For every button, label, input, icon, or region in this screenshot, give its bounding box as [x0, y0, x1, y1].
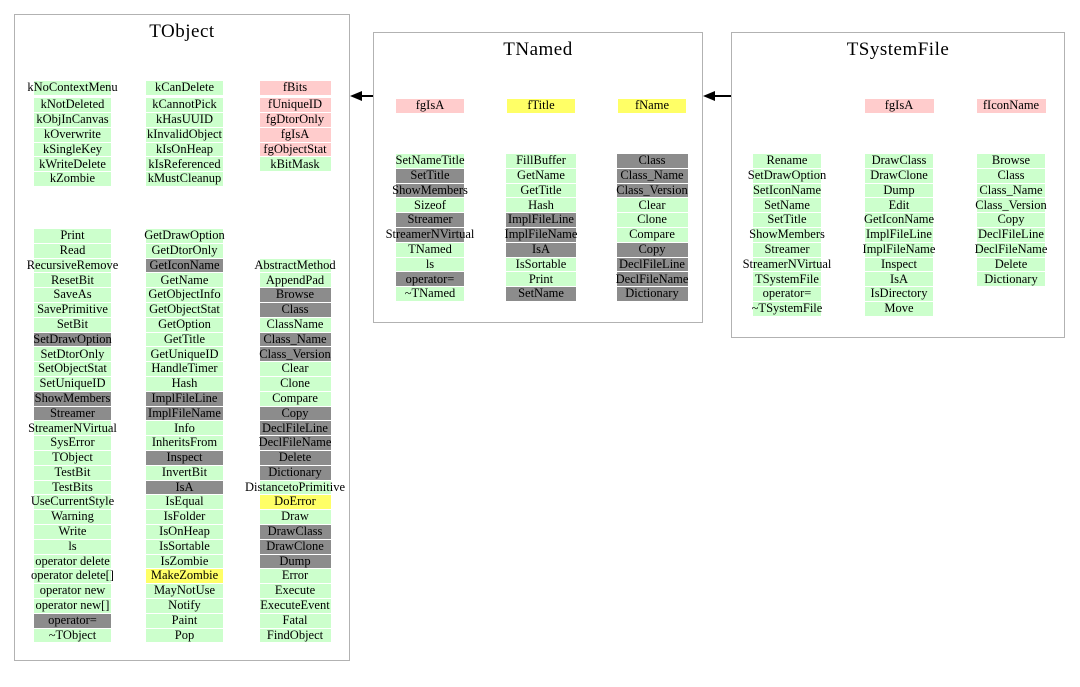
member-cell: fName — [618, 99, 686, 113]
method-cell: DeclFileLine — [260, 421, 331, 435]
method-cell: Compare — [617, 228, 688, 242]
class-box-tsystemfile — [731, 32, 1065, 338]
member-column — [396, 99, 464, 114]
method-cell: Notify — [146, 599, 223, 613]
method-cell: ShowMembers — [749, 227, 825, 242]
method-cell: Pop — [146, 629, 223, 643]
method-cell: DrawClone — [260, 540, 331, 554]
method-cell: SetIconName — [752, 182, 822, 197]
member-cell: fUniqueID — [260, 98, 331, 112]
member-cell: fgIsA — [396, 99, 464, 113]
method-cell: Write — [34, 525, 111, 539]
method-cell: Clone — [260, 377, 331, 391]
method-column — [974, 153, 1048, 287]
member-cell: kCanDelete — [146, 81, 223, 95]
member-cell: kMustCleanup — [147, 171, 222, 186]
method-cell: ExecuteEvent — [260, 598, 330, 613]
method-cell: Inspect — [865, 258, 933, 272]
method-cell: SetTitle — [753, 213, 821, 227]
method-cell: Class_Version — [975, 197, 1047, 212]
method-cell: Clear — [260, 362, 331, 376]
method-cell: TNamed — [396, 243, 464, 257]
method-cell: ShowMembers — [34, 390, 111, 405]
method-cell: Hash — [146, 377, 223, 391]
method-cell: UseCurrentStyle — [30, 494, 115, 509]
method-cell: Class_Version — [616, 182, 688, 197]
class-box-tobject — [14, 14, 350, 661]
method-cell: Dump — [865, 184, 933, 198]
method-cell: Edit — [865, 198, 933, 212]
method-cell: ShowMembers — [392, 182, 468, 197]
method-cell: Class_Name — [260, 333, 331, 347]
class-title: TSystemFile — [846, 39, 950, 60]
method-cell: SetDtorOnly — [34, 347, 111, 361]
member-cell: fIconName — [977, 99, 1046, 113]
method-column — [742, 153, 832, 317]
method-cell: operator delete — [35, 553, 110, 568]
method-cell: operator= — [753, 287, 821, 301]
member-cell: fgIsA — [865, 99, 934, 113]
method-cell: GetIconName — [863, 212, 935, 227]
arrow-line — [713, 95, 731, 97]
method-cell: Class_Version — [259, 346, 331, 361]
method-cell: SetTitle — [396, 169, 464, 183]
method-cell: GetUniqueID — [146, 347, 223, 361]
method-cell: SetUniqueID — [34, 377, 111, 391]
method-cell: IsFolder — [146, 510, 223, 524]
member-column — [977, 99, 1046, 114]
method-cell: Error — [260, 569, 331, 583]
method-cell: Clone — [617, 213, 688, 227]
method-cell: Read — [34, 244, 111, 258]
method-cell: DrawClass — [865, 154, 933, 168]
method-cell: Dictionary — [617, 287, 688, 301]
method-cell: ~TObject — [34, 629, 111, 643]
member-cell: fTitle — [507, 99, 575, 113]
member-cell: kHasUUID — [146, 113, 223, 127]
method-cell: IsSortable — [146, 540, 223, 554]
method-cell: Dictionary — [977, 272, 1045, 286]
method-cell: StreamerNVirtual — [385, 227, 475, 242]
method-cell: ls — [34, 540, 111, 554]
method-cell: GetName — [506, 169, 576, 183]
member-cell: fBits — [260, 81, 331, 95]
method-cell: ResetBit — [34, 273, 111, 287]
method-cell: Streamer — [396, 213, 464, 227]
method-cell: Clear — [617, 198, 688, 212]
method-cell: SetBit — [34, 318, 111, 332]
method-cell: Class — [617, 154, 688, 168]
member-column — [146, 81, 223, 187]
method-cell: IsSortable — [506, 258, 576, 272]
method-cell: ImplFileName — [504, 227, 578, 242]
method-cell: Execute — [260, 584, 331, 598]
method-cell: operator new — [34, 584, 111, 598]
method-column — [617, 154, 688, 302]
method-cell: DeclFileName — [258, 435, 332, 450]
method-cell: ls — [396, 258, 464, 272]
method-cell: ClassName — [260, 318, 331, 332]
method-cell: TestBit — [34, 466, 111, 480]
method-cell: SetName — [753, 198, 821, 212]
method-cell: ImplFileLine — [866, 227, 932, 242]
method-cell: GetDrawOption — [144, 228, 225, 243]
method-cell: SetDrawOption — [747, 167, 827, 182]
method-cell: SetNameTitle — [395, 153, 465, 168]
method-cell: Inspect — [146, 451, 223, 465]
method-cell: Copy — [617, 243, 688, 257]
method-cell: AbstractMethod — [254, 257, 336, 272]
method-cell: GetDtorOnly — [146, 244, 223, 258]
method-cell: Class_Name — [977, 184, 1045, 198]
member-column — [865, 99, 934, 114]
method-cell: SetObjectStat — [34, 362, 111, 376]
class-title: TObject — [149, 21, 215, 42]
method-cell: MayNotUse — [146, 584, 223, 598]
method-cell: MakeZombie — [146, 569, 223, 583]
method-cell: Hash — [506, 198, 576, 212]
method-column — [146, 229, 223, 643]
method-cell: Compare — [260, 392, 331, 406]
method-cell: SysError — [34, 436, 111, 450]
method-column — [245, 257, 345, 644]
method-cell: operator= — [34, 614, 111, 628]
method-cell: TestBits — [34, 481, 111, 495]
method-cell: IsZombie — [146, 555, 223, 569]
method-column — [506, 154, 576, 302]
method-cell: IsEqual — [146, 495, 223, 509]
method-cell: GetIconName — [146, 259, 223, 273]
member-cell: kWriteDelete — [34, 157, 111, 171]
member-cell: fgIsA — [260, 128, 331, 142]
member-cell: kZombie — [34, 172, 111, 186]
method-cell: TObject — [34, 451, 111, 465]
member-column — [618, 99, 686, 114]
member-cell: kObjInCanvas — [34, 113, 111, 127]
method-cell: GetTitle — [146, 333, 223, 347]
method-cell: DeclFileName — [974, 241, 1048, 256]
method-cell: IsA — [146, 481, 223, 495]
method-cell: Move — [865, 302, 933, 316]
method-cell: Rename — [753, 154, 821, 168]
method-cell: ~TSystemFile — [751, 301, 823, 316]
method-cell: Info — [146, 421, 223, 435]
class-title: TNamed — [503, 39, 573, 60]
method-cell: Delete — [977, 258, 1045, 272]
method-cell: DrawClass — [260, 525, 331, 539]
method-cell: AppendPad — [260, 273, 331, 287]
method-cell: Sizeof — [396, 198, 464, 212]
member-cell: kOverwrite — [34, 128, 111, 142]
method-cell: Class — [977, 169, 1045, 183]
method-cell: IsA — [865, 272, 933, 286]
member-cell: kSingleKey — [34, 143, 111, 157]
method-cell: IsA — [506, 243, 576, 257]
method-cell: Streamer — [34, 407, 111, 421]
method-cell: StreamerNVirtual — [742, 256, 832, 271]
method-cell: Browse — [260, 288, 331, 302]
method-cell: Streamer — [753, 243, 821, 257]
method-cell: Print — [506, 272, 576, 286]
method-cell: Paint — [146, 614, 223, 628]
method-cell: Fatal — [260, 614, 331, 628]
method-cell: GetOption — [146, 318, 223, 332]
method-cell: ImplFileName — [146, 407, 223, 421]
method-cell: HandleTimer — [146, 362, 223, 376]
member-cell: kInvalidObject — [147, 127, 222, 142]
method-cell: DrawClone — [865, 169, 933, 183]
method-cell: Print — [34, 229, 111, 243]
member-column — [27, 80, 118, 187]
method-cell: FindObject — [260, 629, 331, 643]
method-cell: Delete — [260, 451, 331, 465]
method-cell: GetName — [146, 273, 223, 287]
method-cell: TSystemFile — [753, 272, 821, 286]
member-cell: kBitMask — [260, 157, 331, 171]
member-column — [507, 99, 575, 114]
method-cell: InheritsFrom — [146, 436, 223, 450]
method-cell: DeclFileLine — [978, 227, 1044, 242]
method-column — [862, 153, 936, 317]
method-cell: FillBuffer — [506, 154, 576, 168]
method-cell: IsDirectory — [865, 287, 933, 301]
method-cell: InvertBit — [146, 466, 223, 480]
method-cell: SetName — [506, 287, 576, 301]
member-column — [260, 81, 331, 172]
method-cell: StreamerNVirtual — [28, 420, 117, 435]
method-cell: Dictionary — [260, 466, 331, 480]
method-cell: Copy — [260, 407, 331, 421]
method-cell: Class — [260, 303, 331, 317]
method-cell: SavePrimitive — [34, 303, 111, 317]
method-cell: operator= — [396, 272, 464, 286]
method-cell: SetDrawOption — [33, 331, 112, 346]
member-cell: kNoContextMenu — [27, 80, 118, 95]
method-cell: IsOnHeap — [146, 525, 223, 539]
method-cell: GetObjectInfo — [146, 288, 223, 302]
method-cell: DeclFileLine — [617, 258, 688, 272]
class-box-tnamed — [373, 32, 703, 323]
method-cell: operator delete[] — [31, 568, 114, 583]
method-cell: ImplFileLine — [146, 392, 223, 406]
arrow-line — [360, 95, 373, 97]
member-cell: kIsReferenced — [146, 157, 223, 171]
method-cell: ImplFileLine — [506, 213, 576, 227]
method-cell: ~TNamed — [396, 287, 464, 301]
method-cell: Copy — [977, 213, 1045, 227]
method-cell: RecursiveRemove — [26, 257, 119, 272]
member-cell: kNotDeleted — [34, 98, 111, 112]
method-cell: operator new[] — [35, 598, 110, 613]
method-cell: ImplFileName — [862, 241, 936, 256]
member-cell: fgObjectStat — [260, 143, 331, 157]
member-cell: kIsOnHeap — [146, 143, 223, 157]
member-cell: fgDtorOnly — [260, 113, 331, 127]
method-column — [26, 228, 119, 643]
method-cell: Class_Name — [617, 169, 688, 183]
method-cell: Browse — [977, 154, 1045, 168]
member-cell: kCannotPick — [146, 98, 223, 112]
method-cell: Dump — [260, 555, 331, 569]
method-cell: GetTitle — [506, 184, 576, 198]
method-column — [385, 153, 475, 302]
method-cell: Draw — [260, 510, 331, 524]
method-cell: DeclFileName — [615, 271, 689, 286]
method-cell: SaveAs — [34, 288, 111, 302]
method-cell: Warning — [34, 510, 111, 524]
method-cell: DoError — [260, 495, 331, 509]
method-cell: DistancetoPrimitive — [245, 479, 345, 494]
method-cell: GetObjectStat — [146, 303, 223, 317]
